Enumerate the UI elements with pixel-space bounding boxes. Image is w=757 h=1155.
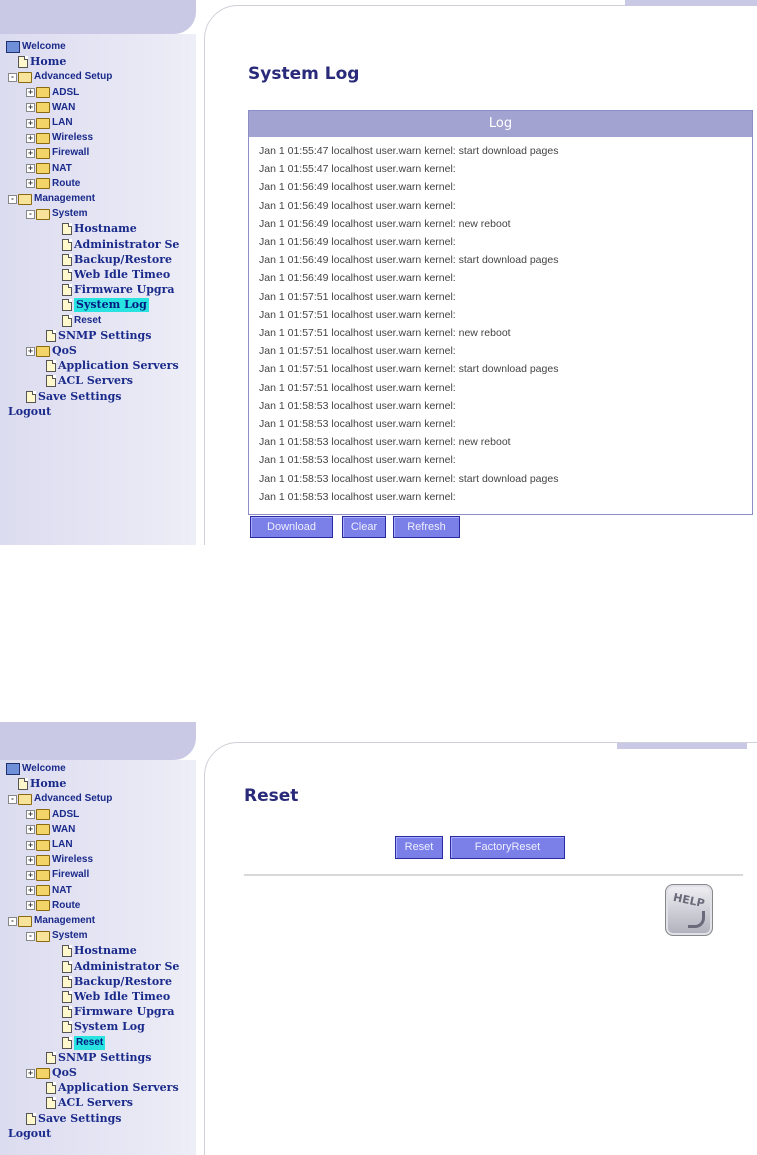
folder-icon xyxy=(18,794,32,805)
expand-icon[interactable]: + xyxy=(27,133,34,142)
tree-item-label: System Log xyxy=(74,1020,145,1034)
log-line: Jan 1 01:57:51 localhost user.warn kernel: xyxy=(259,345,456,358)
tree-item-reset[interactable] xyxy=(62,314,101,328)
collapse-icon[interactable]: - xyxy=(8,795,17,804)
tree-item-label: Administrator Se xyxy=(74,237,180,251)
page-icon xyxy=(62,254,72,266)
tree-item-label: WAN xyxy=(52,101,76,113)
tree-item-advanced-setup[interactable] xyxy=(8,792,112,806)
expand-icon[interactable]: + xyxy=(27,886,34,895)
tree-item-hostname[interactable] xyxy=(62,944,137,958)
folder-icon xyxy=(36,840,50,851)
page-icon xyxy=(62,1006,72,1018)
folder-icon xyxy=(36,178,50,189)
expand-icon[interactable]: + xyxy=(27,346,34,355)
tree-item-snmp[interactable] xyxy=(46,1051,151,1065)
expand-icon[interactable]: + xyxy=(27,179,34,188)
folder-icon xyxy=(36,855,50,866)
tree-item-label: Backup/Restore xyxy=(74,974,172,988)
tree-item-nat[interactable] xyxy=(26,162,72,176)
tree-item-label: Welcome xyxy=(22,41,66,52)
folder-icon xyxy=(36,824,50,835)
tree-item-label: SNMP Settings xyxy=(58,328,152,342)
divider xyxy=(244,874,743,876)
page-icon xyxy=(26,391,36,403)
tree-item-wireless[interactable] xyxy=(26,853,93,867)
page-icon xyxy=(62,223,72,235)
tree-item-home[interactable] xyxy=(18,777,66,791)
tree-item-web-idle[interactable] xyxy=(62,268,170,282)
tree-item-label: System Log xyxy=(76,298,147,312)
tree-item-label: Save Settings xyxy=(38,1111,122,1125)
expand-icon[interactable]: + xyxy=(27,148,34,157)
log-line: Jan 1 01:57:51 localhost user.warn kernel: start download pages xyxy=(259,363,559,376)
expand-icon[interactable]: + xyxy=(27,1068,34,1077)
tree-item-app-servers[interactable] xyxy=(46,1081,179,1095)
expand-icon[interactable]: + xyxy=(27,88,34,97)
tree-item-label: Route xyxy=(52,177,81,189)
collapse-icon[interactable]: - xyxy=(8,195,17,204)
tree-item-system[interactable] xyxy=(26,207,88,221)
log-list xyxy=(249,137,752,506)
tree-item-label: Application Servers xyxy=(58,1081,179,1095)
tree-item-label: Firewall xyxy=(52,147,90,159)
tree-item-label: Logout xyxy=(8,404,52,418)
tree-item-backup[interactable] xyxy=(62,253,172,267)
tree-item-label: Home xyxy=(30,55,67,69)
tree-item-label: Web Idle Timeo xyxy=(74,268,171,281)
tree-item-firewall[interactable] xyxy=(26,868,89,882)
page-icon xyxy=(46,375,56,387)
clear-button[interactable]: Clear xyxy=(342,516,386,538)
tree-item-label: SNMP Settings xyxy=(58,1050,152,1064)
tree-item-management[interactable] xyxy=(8,914,95,928)
collapse-icon[interactable]: - xyxy=(26,932,35,941)
tree-item-label: LAN xyxy=(52,839,73,850)
page-icon xyxy=(62,1021,72,1033)
log-panel[interactable] xyxy=(248,110,753,515)
expand-icon[interactable]: + xyxy=(27,118,34,127)
folder-icon xyxy=(36,163,50,174)
tree-item-label: Management xyxy=(34,193,96,204)
folder-icon xyxy=(36,209,50,220)
folder-icon xyxy=(36,133,50,144)
folder-icon xyxy=(36,885,50,896)
tree-item-label: Route xyxy=(52,899,81,911)
tree-item-lan[interactable] xyxy=(26,116,73,130)
tree-item-firmware[interactable] xyxy=(62,283,175,297)
log-line: Jan 1 01:58:53 localhost user.warn kernel: xyxy=(259,399,456,412)
log-line: Jan 1 01:55:47 localhost user.warn kernel: xyxy=(259,163,456,176)
tree-item-logout[interactable] xyxy=(8,1127,51,1141)
page-icon xyxy=(62,945,72,957)
tree-item-label: ACL Servers xyxy=(58,374,133,388)
page-icon xyxy=(18,778,28,790)
tree-item-route[interactable] xyxy=(26,899,80,913)
log-line: Jan 1 01:58:53 localhost user.warn kernel: xyxy=(259,490,456,503)
tree-item-label: WAN xyxy=(52,823,76,835)
tree-item-label: Reset xyxy=(76,1036,104,1048)
help-icon[interactable] xyxy=(665,884,713,936)
tree-item-label: QoS xyxy=(52,344,77,357)
tree-item-system-log[interactable] xyxy=(62,1020,145,1034)
collapse-icon[interactable]: - xyxy=(8,917,17,926)
folder-icon xyxy=(36,148,50,159)
help-icon-label: HELP xyxy=(671,890,706,911)
collapse-icon[interactable]: - xyxy=(26,210,35,219)
tree-item-label: Advanced Setup xyxy=(34,793,113,805)
tree-item-welcome[interactable] xyxy=(6,762,66,776)
folder-icon xyxy=(18,72,32,83)
page-icon xyxy=(46,1097,56,1109)
folder-icon xyxy=(36,809,50,820)
tree-item-label: Firmware Upgra xyxy=(74,1005,175,1019)
page-icon xyxy=(46,360,56,372)
log-line: Jan 1 01:57:51 localhost user.warn kernel: xyxy=(259,308,456,321)
folder-icon xyxy=(36,1068,50,1079)
folder-icon xyxy=(36,346,50,357)
tree-item-label: Welcome xyxy=(22,763,66,774)
tree-item-label: LAN xyxy=(52,117,73,128)
log-line: Jan 1 01:57:51 localhost user.warn kernel: new reboot xyxy=(259,327,511,340)
tree-item-wireless[interactable] xyxy=(26,131,93,145)
expand-icon[interactable]: + xyxy=(27,103,34,112)
computer-icon xyxy=(6,763,20,775)
log-line: Jan 1 01:56:49 localhost user.warn kernel: xyxy=(259,272,456,285)
tree-item-label: Firewall xyxy=(52,869,90,881)
tree-item-label: Application Servers xyxy=(58,359,179,373)
tree-item-label: Wireless xyxy=(52,132,94,144)
expand-icon[interactable]: + xyxy=(27,825,34,834)
tree-item-wan[interactable] xyxy=(26,101,75,115)
collapse-icon[interactable]: - xyxy=(8,73,17,82)
expand-icon[interactable]: + xyxy=(27,855,34,864)
factory-reset-button[interactable]: FactoryReset xyxy=(450,836,565,859)
log-line: Jan 1 01:58:53 localhost user.warn kernel: xyxy=(259,454,456,467)
expand-icon[interactable]: + xyxy=(27,901,34,910)
tree-item-firewall[interactable] xyxy=(26,146,89,160)
tree-item-acl-servers[interactable] xyxy=(46,374,133,388)
sidebar-header-tab xyxy=(0,0,196,34)
folder-icon xyxy=(36,102,50,113)
folder-icon xyxy=(36,931,50,942)
page-icon xyxy=(62,991,72,1003)
download-button[interactable]: Download xyxy=(250,516,333,538)
tree-item-label: Home xyxy=(30,777,67,791)
tree-item-label: Firmware Upgra xyxy=(74,283,175,297)
page-icon xyxy=(26,1113,36,1125)
page-icon xyxy=(62,315,72,327)
tree-item-save-settings[interactable] xyxy=(26,1112,121,1126)
tree-item-label: System xyxy=(52,208,88,220)
tree-item-route[interactable] xyxy=(26,177,80,191)
tree-item-label: QoS xyxy=(52,1066,77,1079)
tree-item-label: Reset xyxy=(74,314,102,326)
tree-item-hostname[interactable] xyxy=(62,222,137,236)
page-icon xyxy=(62,239,72,251)
page-icon xyxy=(46,1082,56,1094)
page-icon xyxy=(46,330,56,342)
log-line: Jan 1 01:58:53 localhost user.warn kernel: xyxy=(259,418,456,431)
tree-item-qos[interactable] xyxy=(26,344,77,358)
tree-item-wan[interactable] xyxy=(26,823,75,837)
tree-item-reset[interactable] xyxy=(62,1036,105,1050)
tree-item-label: System xyxy=(52,930,88,942)
log-line: Jan 1 01:58:53 localhost user.warn kernel: start download pages xyxy=(259,472,559,485)
tree-item-lan[interactable] xyxy=(26,838,73,852)
expand-icon[interactable]: + xyxy=(27,870,34,879)
tree-item-backup[interactable] xyxy=(62,975,172,989)
tree-item-label: Management xyxy=(34,915,96,926)
tree-item-label: ADSL xyxy=(52,86,80,98)
log-header: Log xyxy=(249,111,752,137)
folder-icon xyxy=(36,900,50,911)
page-icon xyxy=(62,1037,72,1049)
tree-item-adsl[interactable] xyxy=(26,86,79,100)
tree-item-label: NAT xyxy=(52,884,72,896)
tree-item-qos[interactable] xyxy=(26,1066,77,1080)
refresh-button[interactable]: Refresh xyxy=(393,516,460,538)
log-line: Jan 1 01:56:49 localhost user.warn kernel: new reboot xyxy=(259,217,511,230)
expand-icon[interactable]: + xyxy=(27,840,34,849)
tree-item-logout[interactable] xyxy=(8,405,51,419)
tree-item-label: Hostname xyxy=(74,944,137,958)
tree-item-administrator[interactable] xyxy=(62,238,179,252)
tree-item-app-servers[interactable] xyxy=(46,359,179,373)
log-line: Jan 1 01:57:51 localhost user.warn kernel: xyxy=(259,290,456,303)
tree-item-home[interactable] xyxy=(18,55,66,69)
log-line: Jan 1 01:56:49 localhost user.warn kernel: xyxy=(259,181,456,194)
page-icon xyxy=(18,56,28,68)
tree-item-save-settings[interactable] xyxy=(26,390,121,404)
sidebar-header-tab xyxy=(0,722,196,760)
tree-item-nat[interactable] xyxy=(26,884,72,898)
tree-item-system[interactable] xyxy=(26,929,88,943)
tree-item-label: Backup/Restore xyxy=(74,252,172,266)
page-icon xyxy=(62,269,72,281)
computer-icon xyxy=(6,41,20,53)
expand-icon[interactable]: + xyxy=(27,810,34,819)
tree-item-snmp[interactable] xyxy=(46,329,151,343)
page-icon xyxy=(62,284,72,296)
folder-icon xyxy=(36,118,50,129)
log-line: Jan 1 01:56:49 localhost user.warn kernel: xyxy=(259,236,456,249)
page-icon xyxy=(46,1052,56,1064)
log-line: Jan 1 01:57:51 localhost user.warn kernel: xyxy=(259,381,456,394)
tree-item-label: Save Settings xyxy=(38,389,122,403)
tree-item-adsl[interactable] xyxy=(26,808,79,822)
log-line: Jan 1 01:56:49 localhost user.warn kernel: xyxy=(259,199,456,212)
reset-button[interactable]: Reset xyxy=(395,836,443,859)
tree-item-label: Web Idle Timeo xyxy=(74,990,171,1003)
tree-item-label: Administrator Se xyxy=(74,959,180,973)
tree-item-advanced-setup[interactable] xyxy=(8,70,112,84)
tree-item-administrator[interactable] xyxy=(62,960,179,974)
folder-icon xyxy=(18,916,32,927)
log-line: Jan 1 01:55:47 localhost user.warn kernel: start download pages xyxy=(259,145,559,157)
page-title: System Log xyxy=(248,64,360,84)
folder-icon xyxy=(18,194,32,205)
tree-item-label: Wireless xyxy=(52,854,94,866)
page-icon xyxy=(62,961,72,973)
tree-item-label: Hostname xyxy=(74,222,137,236)
log-line: Jan 1 01:56:49 localhost user.warn kernel: start download pages xyxy=(259,254,559,267)
tree-item-acl-servers[interactable] xyxy=(46,1096,133,1110)
tree-item-label: Logout xyxy=(8,1126,52,1140)
folder-icon xyxy=(36,87,50,98)
page-icon xyxy=(62,976,72,988)
page-title: Reset xyxy=(244,786,299,806)
log-line: Jan 1 01:58:53 localhost user.warn kernel: new reboot xyxy=(259,436,511,449)
tree-item-welcome[interactable] xyxy=(6,40,66,54)
tree-item-label: NAT xyxy=(52,162,72,174)
tree-item-management[interactable] xyxy=(8,192,95,206)
tree-item-label: Advanced Setup xyxy=(34,71,113,83)
tree-item-label: ACL Servers xyxy=(58,1096,133,1110)
tree-item-label: ADSL xyxy=(52,808,80,820)
page-icon xyxy=(62,299,72,311)
tree-item-web-idle[interactable] xyxy=(62,990,170,1004)
tree-item-system-log[interactable] xyxy=(62,298,149,312)
expand-icon[interactable]: + xyxy=(27,164,34,173)
tree-item-firmware[interactable] xyxy=(62,1005,175,1019)
folder-icon xyxy=(36,870,50,881)
